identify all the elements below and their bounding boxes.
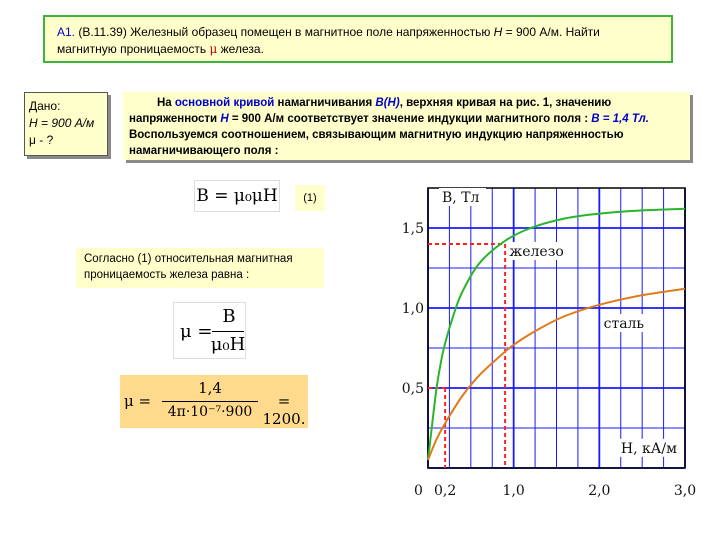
formula-1-text: B = μ₀μH	[196, 186, 278, 206]
given-line-2: μ - ?	[29, 133, 54, 147]
formula-mu-symbolic	[173, 302, 246, 359]
task-number: А1.	[57, 25, 76, 39]
x-tick-label: 0,2	[434, 483, 457, 497]
y-tick-label: 1,5	[401, 221, 424, 237]
desc-part: , верхняя кривая на рис. 1, значению	[399, 97, 612, 109]
desc-part: Воспользуемся соотношением, связывающим магнитную индукцию напряженностью	[129, 129, 624, 141]
formula-2-lhs: μ =	[180, 321, 213, 342]
y-axis-label: B, Тл	[442, 190, 480, 206]
task-text-4: железа.	[217, 42, 264, 56]
desc-highlight: B(H)	[375, 97, 400, 109]
formula-2-denominator: μ₀H	[210, 334, 246, 355]
y-tick-label: 0,5	[401, 381, 424, 397]
y-tick-label: 1,0	[401, 301, 424, 317]
equation-number: (1)	[295, 185, 325, 211]
response-line-1: Согласно (1) относительная магнитная	[84, 253, 293, 265]
given-title: Дано:	[29, 99, 61, 113]
x-tick-label: 2,0	[588, 483, 611, 497]
task-text-2: = 900 А/м. Найти	[502, 25, 600, 39]
desc-part: намагничивания	[274, 97, 376, 109]
desc-highlight: B = 1,4 Тл.	[591, 113, 649, 125]
response-text	[76, 248, 324, 288]
given-box	[24, 92, 108, 156]
task-h-label: H	[493, 25, 503, 39]
task-mu: μ	[209, 42, 218, 56]
steel-curve-label: сталь	[603, 316, 645, 332]
formula-3-numerator: 1,4	[198, 379, 222, 397]
response-line-2: проницаемость железа равна :	[84, 269, 250, 281]
desc-highlight: H	[220, 113, 229, 125]
desc-part: На	[157, 97, 175, 109]
fraction-bar	[162, 401, 258, 402]
desc-part: намагничивающего поля :	[129, 145, 279, 157]
formula-3-denominator: 4π·10⁻⁷·900	[167, 404, 253, 420]
formula-b-equals	[194, 180, 280, 212]
formula-2-numerator: B	[222, 306, 236, 327]
task-text-1: (В.11.39) Железный образец помещен в магнитное поле напряженностью	[75, 25, 494, 39]
given-line-1: H = 900 А/м	[29, 116, 95, 130]
magnetization-chart	[398, 185, 705, 497]
iron-curve-label: железо	[509, 244, 564, 260]
desc-part: = 900 А/м соответствует значение индукции магнитного поля :	[228, 113, 592, 125]
desc-highlight: основной кривой	[174, 97, 275, 109]
chart-svg	[398, 185, 705, 497]
x-tick-label: 0	[414, 483, 423, 497]
formula-3-lhs: μ =	[124, 392, 152, 410]
formula-mu-numeric	[120, 375, 308, 428]
desc-part: напряженности	[129, 113, 221, 125]
task-text-3: магнитную проницаемость	[57, 42, 210, 56]
fraction-bar	[212, 331, 244, 332]
solution-description	[123, 92, 690, 160]
formula-3-result: = 1200.	[262, 392, 306, 428]
x-tick-label: 1,0	[502, 483, 525, 497]
task-statement	[43, 15, 673, 63]
x-tick-label: 3,0	[673, 483, 697, 497]
x-axis-label: H, кА/м	[620, 440, 677, 457]
